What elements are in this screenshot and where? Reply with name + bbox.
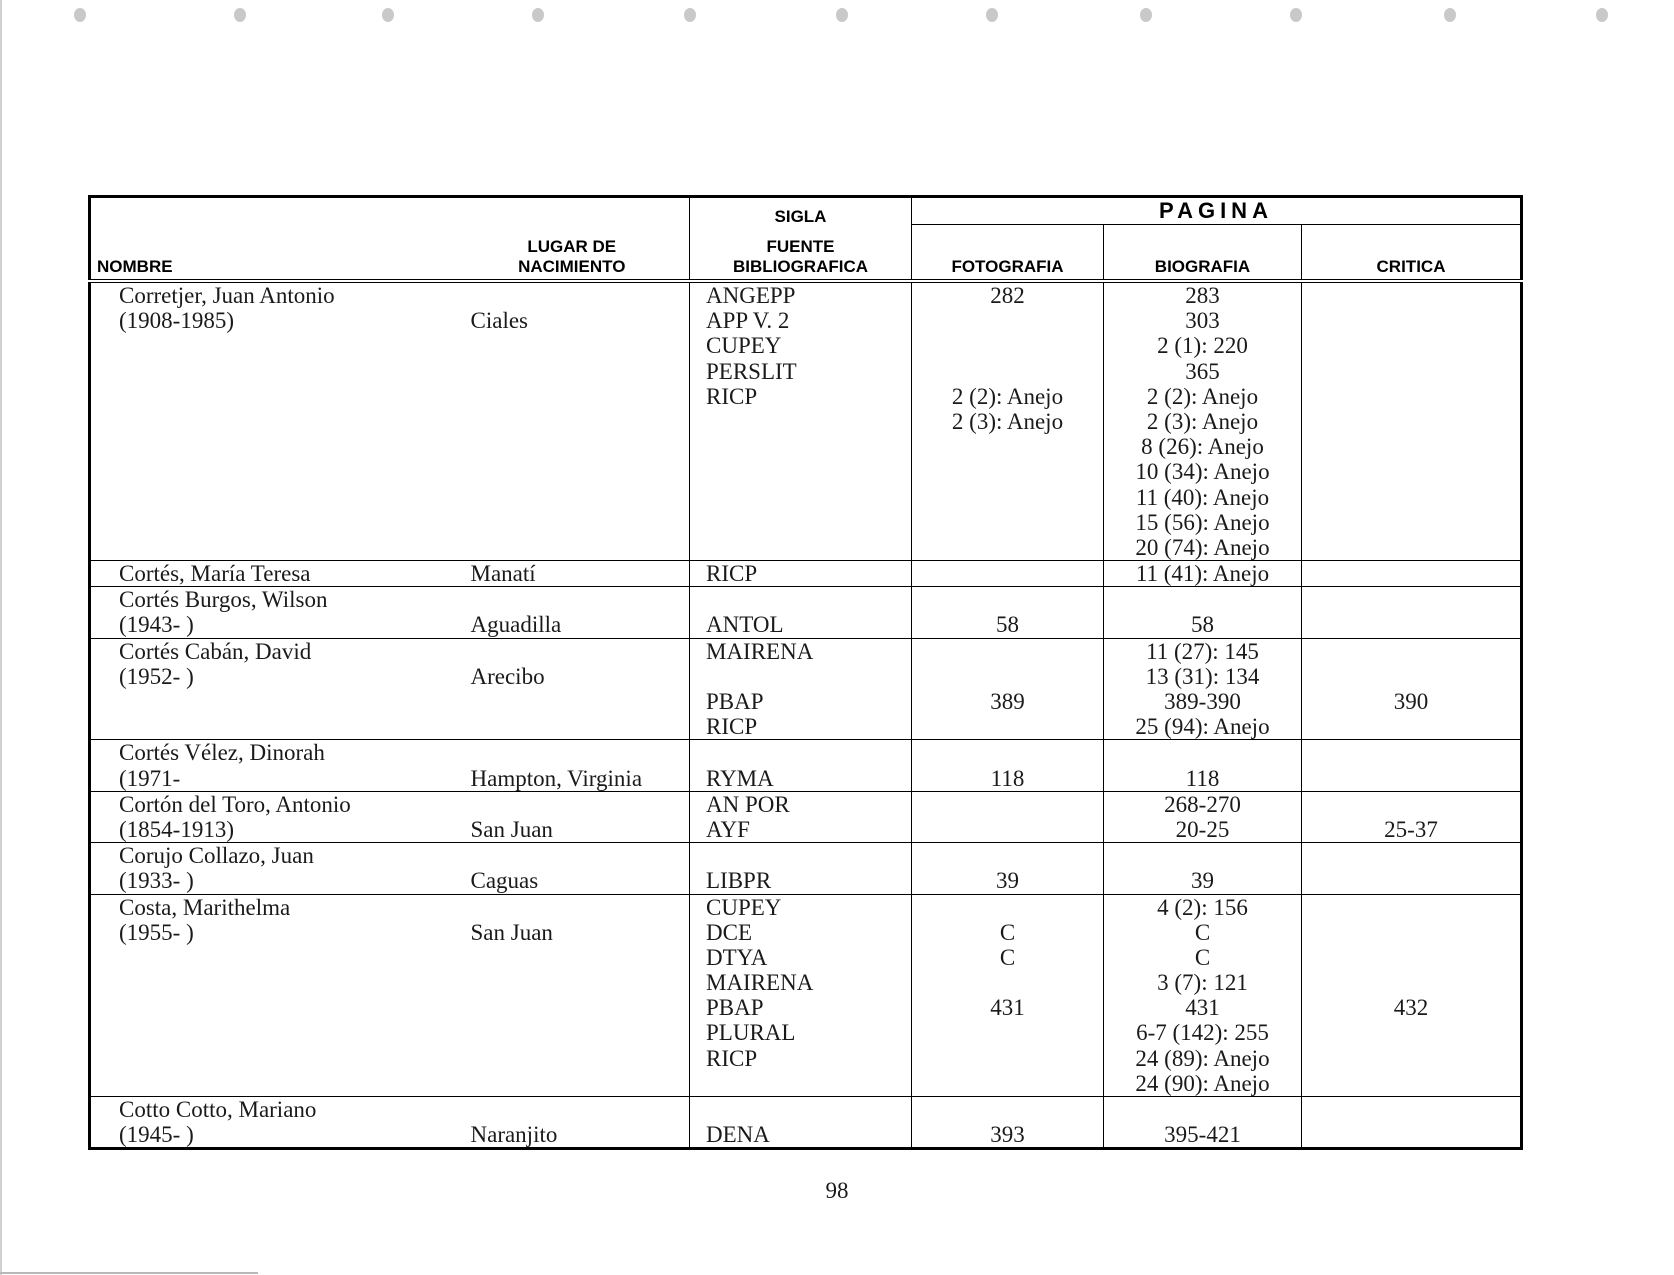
biografia-line: 283 [1185,283,1220,308]
lugar-line: Naranjito [470,1122,558,1148]
sigla-line: PLURAL [706,1020,796,1046]
table-body [90,281,1522,1149]
sigla-line: DCE [706,919,752,945]
biografia-line: 431 [1185,995,1220,1021]
header-nombre: NOMBRE [90,197,455,282]
fotografia-line [916,714,1099,739]
table-row [90,740,1522,791]
fotografia-line [916,485,1099,510]
nombre-line [119,1046,451,1071]
cell-biografia [1104,740,1302,791]
critica-line: 432 [1393,995,1429,1021]
fotografia-line: 389 [990,689,1025,714]
nombre-line: (1933- ) [119,868,194,894]
sigla-line: RICP [706,714,758,740]
lugar-line [471,333,686,358]
sigla-line [706,535,907,560]
nombre-line: Cotto Cotto, Mariano [119,1097,317,1122]
critica-line [1306,868,1516,893]
lugar-line [471,945,686,970]
biografia-line: 3 (7): 121 [1157,970,1248,996]
cell-sigla [690,638,912,740]
critica-line [1306,1122,1516,1147]
biografia-line: 2 (3): Anejo [1146,408,1259,434]
cell-lugar [455,894,690,1097]
biografia-line: 365 [1185,358,1220,384]
header-critica: CRITICA [1302,225,1522,282]
lugar-line [471,587,686,612]
sigla-line [706,740,907,765]
sigla-line: AN POR [706,791,790,817]
cell-fotografia [912,281,1104,561]
cell-lugar [455,638,690,740]
punch-hole [532,8,544,22]
cell-critica [1302,281,1522,561]
fotografia-line [916,639,1099,664]
header-biografia: BIOGRAFIA [1104,225,1302,282]
sigla-line: DENA [706,1122,770,1148]
sigla-line: MAIRENA [706,638,814,664]
critica-line [1306,359,1516,384]
critica-line [1306,766,1516,791]
bottom-rule [0,1272,258,1274]
sigla-line: RICP [706,383,758,409]
biografia-line: 11 (41): Anejo [1135,561,1270,587]
critica-line [1306,895,1516,920]
lugar-line: Arecibo [470,663,545,689]
biografia-line: 20-25 [1175,816,1230,842]
lugar-line [471,1046,686,1071]
fotografia-line [916,535,1099,560]
fotografia-line: 282 [990,283,1025,308]
nombre-line: Costa, Marithelma [119,894,291,920]
nombre-line: Corretjer, Juan Antonio [119,283,335,308]
biografia-line: 395-421 [1164,1122,1241,1148]
fotografia-line [916,308,1099,333]
critica-line [1306,535,1516,560]
header-sigla [690,197,912,282]
cell-sigla [690,843,912,894]
punch-hole [1444,8,1456,22]
nombre-line: (1908-1985) [119,308,234,334]
cell-fotografia [912,638,1104,740]
nombre-line [119,333,451,358]
fotografia-line: 2 (2): Anejo [951,383,1064,409]
fotografia-line [916,970,1099,995]
fotografia-line [916,895,1099,920]
cell-biografia [1104,843,1302,894]
nombre-line: Cortés, María Teresa [119,561,311,587]
cell-fotografia [912,587,1104,638]
sigla-line: DTYA [706,944,768,970]
cell-nombre [90,894,455,1097]
sigla-line: RICP [706,1045,758,1071]
lugar-line [471,792,686,817]
biografia-line: 24 (90): Anejo [1135,1070,1270,1096]
sigla-line [706,459,907,484]
nombre-line [119,1020,451,1045]
nombre-line [119,689,451,714]
punch-hole [986,8,998,22]
fotografia-line [916,510,1099,535]
sigla-line [706,664,907,689]
cell-nombre [90,638,455,740]
lugar-line [471,970,686,995]
sigla-line: MAIRENA [706,970,814,996]
biografia-line: 4 (2): 156 [1157,894,1248,920]
fotografia-line [916,459,1099,484]
biografia-line: 6-7 (142): 255 [1136,1020,1269,1046]
fotografia-line: 393 [990,1122,1025,1148]
lugar-line [471,359,686,384]
nombre-line [119,970,451,995]
critica-line [1306,1020,1516,1045]
fotografia-line [916,434,1099,459]
nombre-line: (1952- ) [119,663,194,689]
sigla-line: APP V. 2 [706,308,790,334]
table-row [90,587,1522,638]
sigla-line [706,409,907,434]
sigla-line: RICP [706,561,758,587]
biografia-line: 13 (31): 134 [1145,663,1260,689]
nombre-line [119,510,451,535]
critica-line [1306,639,1516,664]
biografia-line: 11 (27): 145 [1146,638,1259,664]
cell-fotografia [912,1097,1104,1149]
header-sigla-line: SIGLA [774,207,827,226]
nombre-line: (1971- [119,765,181,791]
header-lugar [455,197,690,282]
cell-lugar [455,587,690,638]
lugar-line [471,843,686,868]
cell-nombre [90,587,455,638]
cell-lugar [455,740,690,791]
biografia-line: 58 [1191,612,1214,638]
lugar-line: Hampton, Virginia [470,765,643,791]
critica-line [1306,740,1516,765]
critica-line [1306,714,1516,739]
sigla-line: RYMA [706,765,774,791]
cell-critica [1302,638,1522,740]
sigla-line: PBAP [706,995,764,1021]
punch-hole [1596,8,1608,22]
table-row [90,281,1522,561]
cell-critica [1302,740,1522,791]
nombre-line [119,359,451,384]
nombre-line: Corujo Collazo, Juan [119,843,314,869]
sigla-line [706,587,907,612]
fotografia-line [916,561,1099,586]
biografia-line: 25 (94): Anejo [1135,714,1270,740]
nombre-line [119,409,451,434]
punch-hole [234,8,246,22]
cell-biografia [1104,587,1302,638]
cell-sigla [690,281,912,561]
lugar-line [471,1020,686,1045]
cell-critica [1302,587,1522,638]
biografia-line: 118 [1185,765,1220,791]
cell-lugar [455,281,690,561]
biografia-line: 11 (40): Anejo [1135,484,1270,510]
punch-hole [1140,8,1152,22]
cell-biografia [1104,638,1302,740]
lugar-line: San Juan [470,919,553,945]
nombre-line: (1955- ) [119,919,194,945]
nombre-line: Cortés Vélez, Dinorah [119,740,325,766]
sigla-line: CUPEY [706,894,782,920]
table-row [90,561,1522,587]
cell-lugar [455,1097,690,1149]
nombre-line: Cortés Burgos, Wilson [119,587,328,613]
biografia-line: 2 (2): Anejo [1146,383,1259,409]
fotografia-line [916,587,1099,612]
biografia-line: C [1194,919,1211,945]
page-number: 98 [825,1178,849,1203]
biografia-line [1108,587,1297,612]
lugar-line [471,714,686,739]
cell-nombre [90,740,455,791]
critica-line [1306,434,1516,459]
sigla-line [706,1071,907,1096]
biografia-line: 10 (34): Anejo [1135,459,1270,485]
nombre-line [119,459,451,484]
critica-line: 390 [1393,689,1429,714]
lugar-line [471,459,686,484]
critica-line [1306,459,1516,484]
cell-lugar [455,791,690,842]
cell-sigla [690,894,912,1097]
fotografia-line [916,1097,1099,1122]
nombre-line [119,945,451,970]
critica-line [1306,612,1516,637]
cell-nombre [90,843,455,894]
lugar-line [471,1071,686,1096]
punch-hole [74,8,86,22]
critica-line [1306,308,1516,333]
sigla-line [706,843,907,868]
nombre-line [119,485,451,510]
cell-sigla [690,587,912,638]
nombre-line: (1945- ) [119,1122,194,1148]
sigla-line: PBAP [706,689,764,714]
fotografia-line [916,740,1099,765]
cell-critica [1302,791,1522,842]
nombre-line [119,1071,451,1096]
cell-biografia [1104,894,1302,1097]
table-header [90,197,1522,282]
fotografia-line: C [999,919,1016,945]
nombre-line: Cortés Cabán, David [119,638,312,664]
cell-critica [1302,1097,1522,1149]
page-left-edge [0,0,2,1275]
table-row [90,791,1522,842]
table-row [90,843,1522,894]
cell-nombre [90,281,455,561]
critica-line [1306,843,1516,868]
nombre-line: (1854-1913) [119,816,234,842]
lugar-line [471,740,686,765]
critica-line: 25-37 [1384,816,1438,842]
lugar-line [471,995,686,1020]
cell-fotografia [912,894,1104,1097]
fotografia-line: 431 [990,995,1025,1021]
fotografia-line [916,843,1099,868]
table-row [90,638,1522,740]
cell-critica [1302,843,1522,894]
fotografia-line [916,792,1099,817]
lugar-line: San Juan [470,816,553,842]
critica-line [1306,664,1516,689]
cell-biografia [1104,281,1302,561]
biografia-line: 389-390 [1164,689,1241,714]
lugar-line: Caguas [470,868,539,894]
sigla-line [706,434,907,459]
nombre-line [119,995,451,1020]
nombre-line [119,535,451,560]
nombre-line: (1943- ) [119,612,194,638]
critica-line [1306,561,1516,586]
header-sigla-line: FUENTE [766,237,835,256]
lugar-line [471,639,686,664]
nombre-line: Cortón del Toro, Antonio [119,791,351,817]
cell-critica [1302,561,1522,587]
nombre-line [119,714,451,739]
lugar-line [471,689,686,714]
fotografia-line [916,817,1099,842]
critica-line [1306,333,1516,358]
biografia-line: 268-270 [1164,791,1241,817]
bibliography-table [88,195,1523,1150]
cell-biografia [1104,791,1302,842]
fotografia-line [916,333,1099,358]
biografia-line: C [1194,944,1211,970]
lugar-line [471,434,686,459]
cell-fotografia [912,791,1104,842]
fotografia-line [916,1020,1099,1045]
critica-line [1306,945,1516,970]
lugar-line: Manatí [470,561,536,587]
critica-line [1306,1071,1516,1096]
cell-biografia [1104,561,1302,587]
critica-line [1306,1046,1516,1071]
cell-sigla [690,740,912,791]
table-row [90,894,1522,1097]
critica-line [1306,920,1516,945]
fotografia-line [916,1071,1099,1096]
fotografia-line [916,1046,1099,1071]
biografia-line: 8 (26): Anejo [1141,434,1264,460]
sigla-line: LIBPR [706,868,772,894]
header-lugar-line: LUGAR DE [527,237,617,256]
critica-line [1306,409,1516,434]
fotografia-line: 2 (3): Anejo [951,408,1064,434]
lugar-line [471,384,686,409]
lugar-line [471,535,686,560]
fotografia-line: 58 [996,612,1019,638]
cell-fotografia [912,843,1104,894]
biografia-line: 24 (89): Anejo [1135,1045,1270,1071]
lugar-line: Ciales [470,308,528,334]
fotografia-line [916,359,1099,384]
cell-lugar [455,561,690,587]
nombre-line [119,434,451,459]
biografia-line: 2 (1): 220 [1157,333,1248,359]
punch-hole [1290,8,1302,22]
header-pagina: PAGINA [912,197,1522,225]
cell-fotografia [912,561,1104,587]
lugar-line [471,895,686,920]
cell-lugar [455,843,690,894]
table-row [90,1097,1522,1149]
cell-sigla [690,791,912,842]
fotografia-line: 39 [996,868,1019,894]
biografia-line: 39 [1191,868,1214,894]
header-fotografia: FOTOGRAFIA [912,225,1104,282]
sigla-line [706,485,907,510]
biografia-line: 303 [1185,308,1220,334]
punch-hole [382,8,394,22]
cell-fotografia [912,740,1104,791]
lugar-line [471,510,686,535]
critica-line [1306,510,1516,535]
biografia-line [1108,740,1297,765]
cell-nombre [90,1097,455,1149]
cell-nombre [90,791,455,842]
biografia-line: 15 (56): Anejo [1135,509,1270,535]
header-lugar-line: NACIMIENTO [518,257,626,276]
biografia-line: 20 (74): Anejo [1135,534,1270,560]
header-sigla-line: BIBLIOGRAFICA [732,257,869,276]
critica-line [1306,485,1516,510]
critica-line [1306,792,1516,817]
sigla-line: ANGEPP [706,283,796,308]
lugar-line [471,409,686,434]
sigla-line: ANTOL [706,612,784,638]
cell-sigla [690,561,912,587]
critica-line [1306,970,1516,995]
biografia-line [1108,1097,1297,1122]
sigla-line [706,510,907,535]
lugar-line [471,485,686,510]
biografia-line [1108,843,1297,868]
punch-hole [684,8,696,22]
punch-hole [836,8,848,22]
sigla-line: CUPEY [706,333,782,359]
critica-line [1306,1097,1516,1122]
cell-critica [1302,894,1522,1097]
fotografia-line [916,664,1099,689]
sigla-line: PERSLIT [706,358,797,384]
fotografia-line: C [999,944,1016,970]
sigla-line [706,1097,907,1122]
lugar-line [471,283,686,308]
critica-line [1306,384,1516,409]
fotografia-line: 118 [990,765,1025,791]
cell-sigla [690,1097,912,1149]
critica-line [1306,587,1516,612]
lugar-line [471,1097,686,1122]
lugar-line: Aguadilla [470,612,562,638]
nombre-line [119,384,451,409]
cell-nombre [90,561,455,587]
critica-line [1306,283,1516,308]
cell-biografia [1104,1097,1302,1149]
sigla-line: AYF [706,816,750,842]
